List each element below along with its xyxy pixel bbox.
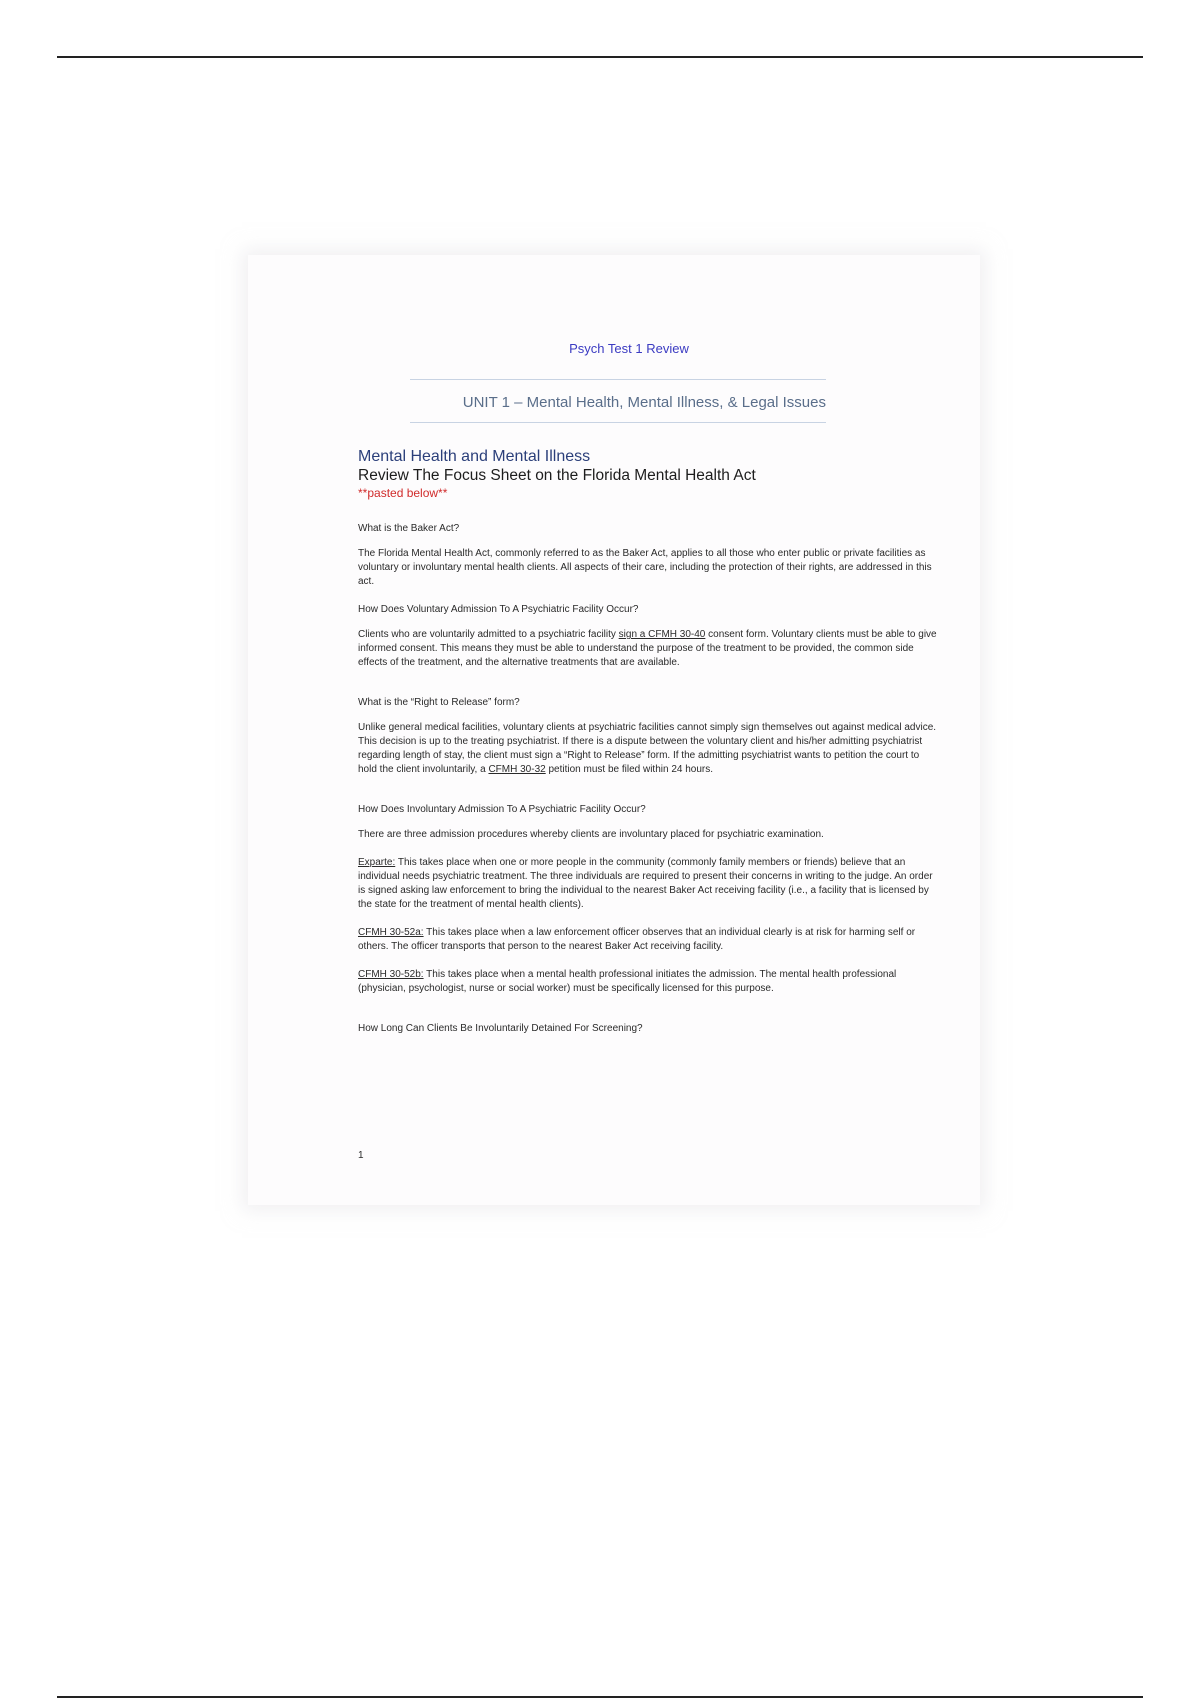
top-divider <box>57 56 1143 58</box>
question-involuntary-admission: How Does Involuntary Admission To A Psychiatric Facility Occur? <box>358 804 646 815</box>
question-detention-length: How Long Can Clients Be Involuntarily Detained For Screening? <box>358 1023 643 1034</box>
pasted-note: **pasted below** <box>358 486 448 500</box>
procedure-cfmh-30-52b <box>358 968 938 996</box>
question-right-to-release: What is the “Right to Release” form? <box>358 697 520 708</box>
answer-text: Clients who are voluntarily admitted to a psychiatric facility <box>358 629 619 640</box>
question-voluntary-admission: How Does Voluntary Admission To A Psychiatric Facility Occur? <box>358 604 639 615</box>
procedure-label: CFMH 30-52a: <box>358 927 424 938</box>
form-reference: sign a CFMH 30-40 <box>618 629 706 640</box>
procedure-text: This takes place when one or more people in the community (commonly family members or friends) believe that an individual needs psychiatric treatment. The three individuals are required to present their concerns in writing to the judge. An order is signed asking law enforcement to bring the individual to the nearest Baker Act receiving facility (i.e., a facility that is licensed by the state for the treatment of mental health clients). <box>358 857 933 910</box>
document-body <box>358 447 938 1047</box>
form-reference: CFMH 30-32 <box>488 764 546 775</box>
answer-text: Unlike general medical facilities, voluntary clients at psychiatric facilities cannot simply sign themselves out against medical advice. This decision is up to the treating psychiatrist. If there is a dispute between the voluntary client and his/her admitting psychiatrist regarding length of stay, the client must sign a “Right to Release” form. If the admitting psychiatrist wants to petition the court to hold the client involuntarily, a <box>358 722 937 775</box>
answer-baker-act: The Florida Mental Health Act, commonly referred to as the Baker Act, applies to all those who enter public or private facilities as voluntary or involuntary mental health clients. All aspects of their care, including the protection of their rights, are addressed in this act. <box>358 548 932 587</box>
procedure-cfmh-30-52a <box>358 926 938 954</box>
section-heading: Mental Health and Mental Illness <box>358 448 591 465</box>
procedure-exparte <box>358 856 938 912</box>
document-title: Psych Test 1 Review <box>569 341 689 356</box>
bottom-divider <box>57 1696 1143 1698</box>
procedure-label: Exparte: <box>358 857 396 868</box>
review-heading: Review The Focus Sheet on the Florida Mental Health Act <box>358 467 756 484</box>
procedure-text: This takes place when a mental health professional initiates the admission. The mental health professional (physician, psychologist, nurse or social worker) must be specifically licensed for this purpose. <box>358 969 897 994</box>
page-number: 1 <box>358 1150 364 1161</box>
answer-right-to-release <box>358 721 938 777</box>
answer-voluntary-admission <box>358 628 938 670</box>
answer-text: petition must be filed within 24 hours. <box>545 764 714 775</box>
answer-involuntary-admission: There are three admission procedures whereby clients are involuntary placed for psychiatric examination. <box>358 829 824 840</box>
unit-heading-box <box>410 379 826 423</box>
document-image <box>248 255 980 1205</box>
procedure-label: CFMH 30-52b: <box>358 969 424 980</box>
procedure-text: This takes place when a law enforcement officer observes that an individual clearly is at risk for harming self or others. The officer transports that person to the nearest Baker Act receiving facility. <box>358 927 916 952</box>
question-baker-act: What is the Baker Act? <box>358 523 460 534</box>
unit-heading: UNIT 1 – Mental Health, Mental Illness, & Legal Issues <box>462 394 826 411</box>
answer-text: consent form. Voluntary clients must be able to give informed consent. This means they must be able to understand the purpose of the treatment to be provided, the common side effects of the treatment, and the alternative treatments that are available. <box>358 629 937 668</box>
